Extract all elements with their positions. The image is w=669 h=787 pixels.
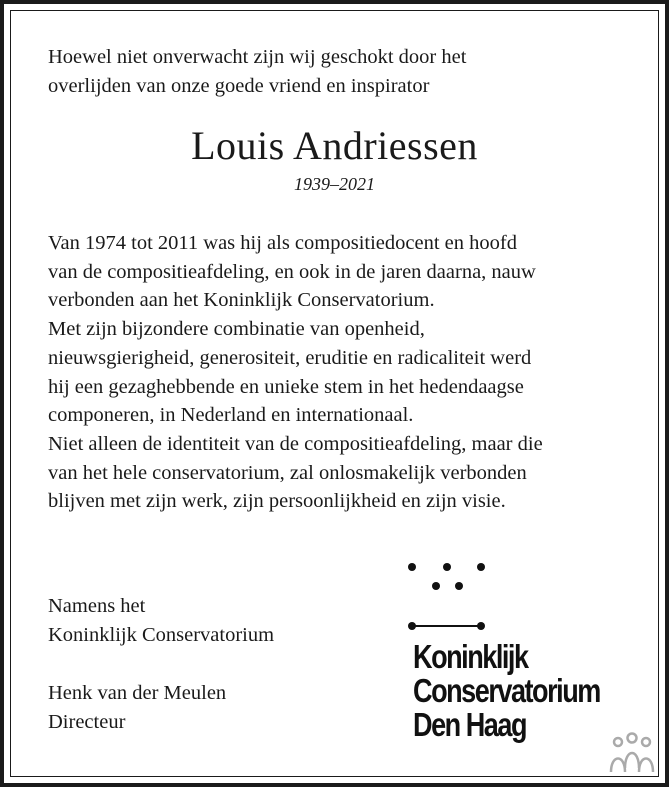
body-line: Van 1974 tot 2011 was hij als compositiedocent en hoofd [48,232,517,254]
signature-line: Namens het [48,595,146,617]
body-line: blijven met zijn werk, zijn persoonlijkheid en zijn visie. [48,490,506,513]
body-line: nieuwsgierigheid, generositeit, eruditie en radicaliteit werd [48,346,532,369]
life-dates: 1939–2021 [294,174,375,194]
logo-line: Conservatorium [413,672,600,709]
intro-text [48,43,466,100]
conservatorium-logo-mark [405,560,495,640]
body-line: Met zijn bijzondere combinatie van openheid, [48,318,425,341]
body-line: verbonden aan het Koninklijk Conservatorium. [48,289,435,312]
intro-line: Hoewel niet onverwacht zijn wij geschokt door het [48,46,467,68]
signer [48,679,226,736]
body-text [48,229,543,516]
signer-name: Henk van der Meulen [48,682,227,704]
body-line: hij een gezaghebbende en unieke stem in het hedendaagse [48,375,524,398]
on-behalf-of [48,592,274,649]
people-icon [608,732,658,774]
body-line: van het hele conservatorium, zal onlosmakelijk verbonden [48,461,527,484]
body-line: van de compositieafdeling, en ook in de jaren daarna, nauw [48,260,536,283]
logo-line: Koninklijk [413,638,528,675]
logo-line: Den Haag [413,706,527,743]
signature-line: Koninklijk Conservatorium [48,623,275,646]
conservatorium-logo-text [413,640,600,742]
body-line: componeren, in Nederland en internationaal. [48,404,414,427]
intro-line: overlijden van onze goede vriend en inspirator [48,74,430,97]
signer-title: Directeur [48,710,126,733]
deceased-name: Louis Andriessen [191,123,478,168]
body-line: Niet alleen de identiteit van de compositieafdeling, maar die [48,432,543,455]
